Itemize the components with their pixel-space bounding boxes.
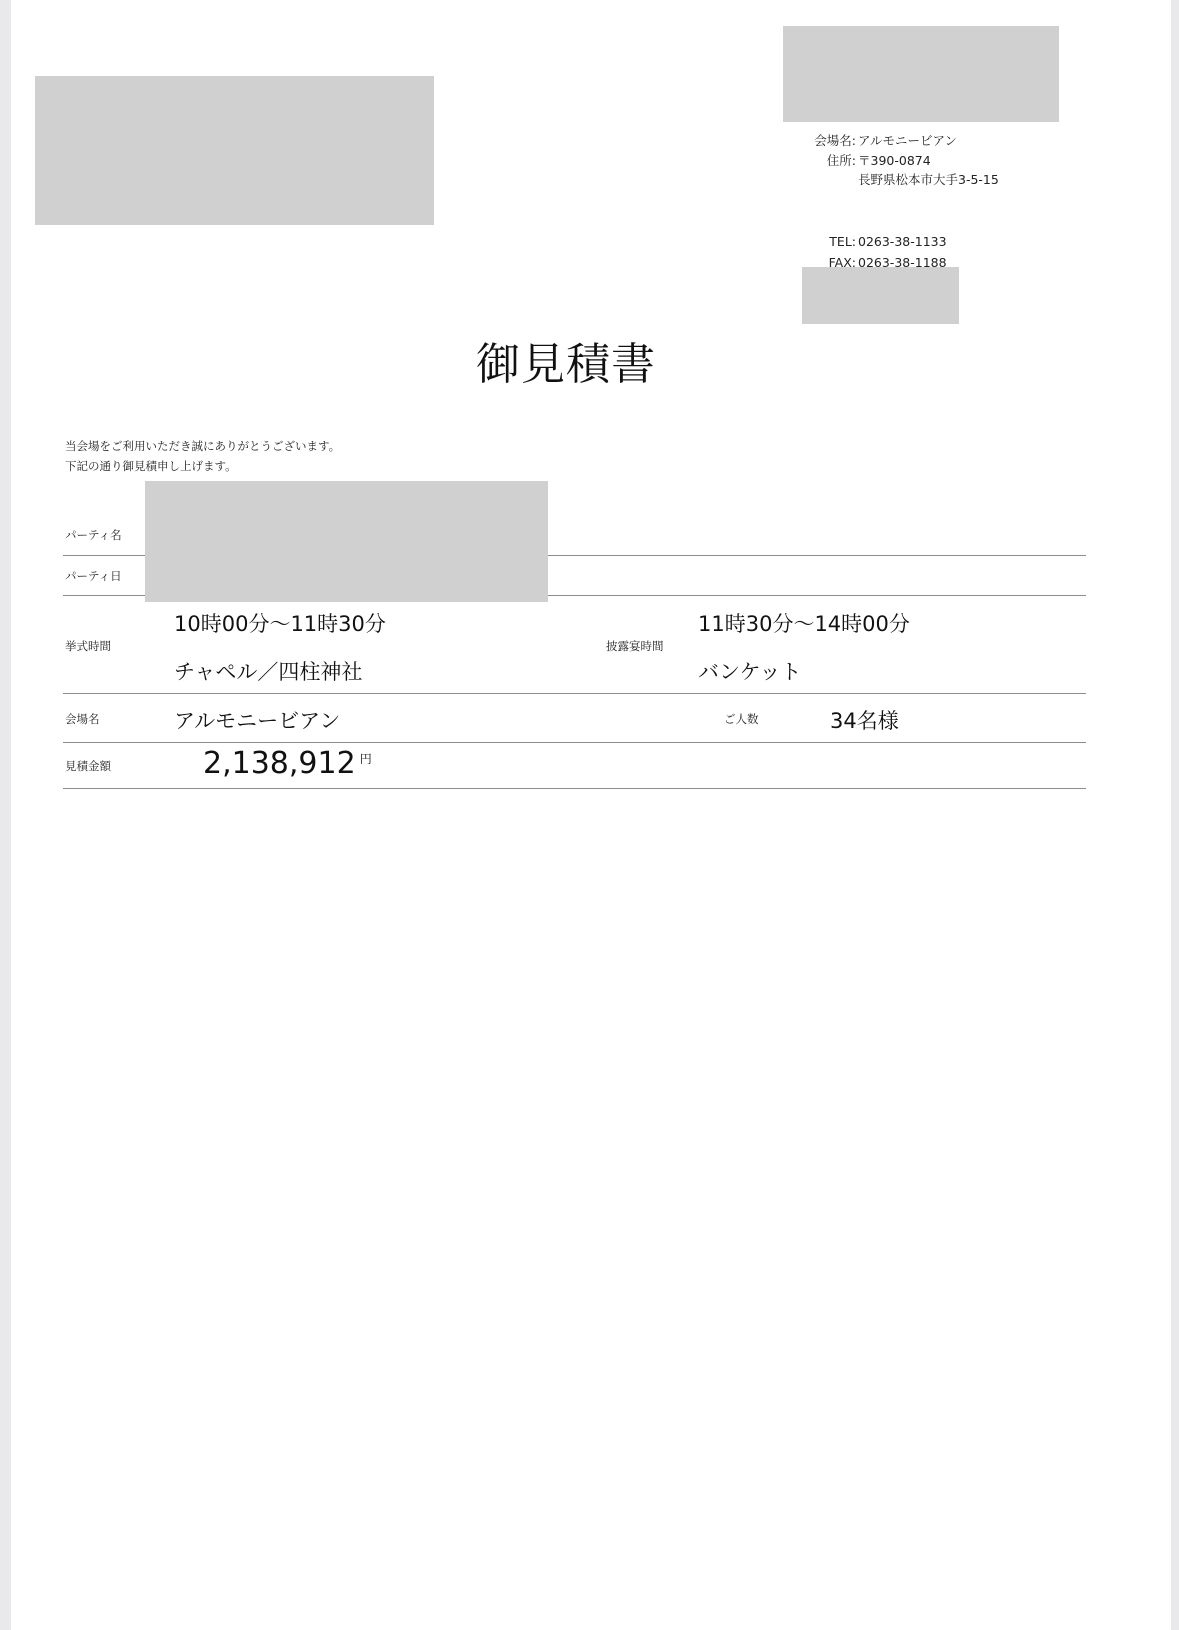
redacted-recipient-block xyxy=(35,76,434,225)
guests-label: ご人数 xyxy=(724,712,759,726)
estimate-amount xyxy=(203,746,372,781)
greeting-text xyxy=(65,436,340,476)
venue-label: 会場名 xyxy=(65,712,100,726)
divider-line xyxy=(63,693,1086,694)
greeting-line-2: 下記の通り御見積申し上げます。 xyxy=(65,459,237,473)
document-page xyxy=(11,0,1171,1630)
fax-row xyxy=(806,252,947,273)
party-name-label: パーティ名 xyxy=(65,528,122,542)
venue-name-row xyxy=(806,131,999,151)
guests-value: 34名様 xyxy=(830,709,899,733)
reception-place-value: バンケット xyxy=(698,660,802,684)
venue-name-label: 会場名: xyxy=(814,133,856,148)
ceremony-place-value: チャペル／四柱神社 xyxy=(174,660,363,684)
tel-row xyxy=(806,231,947,252)
redacted-stamp xyxy=(802,267,959,324)
fax-label: FAX: xyxy=(828,255,856,270)
reception-time-value: 11時30分～14時00分 xyxy=(698,612,910,636)
venue-address-label: 住所: xyxy=(826,152,856,168)
estimate-unit: 円 xyxy=(359,752,372,766)
document-title: 御見積書 xyxy=(476,339,656,390)
estimate-value: 2,138,912 xyxy=(203,746,356,781)
venue-contact xyxy=(806,231,947,273)
tel-value: 0263-38-1133 xyxy=(858,234,947,249)
venue-address-line-row xyxy=(806,170,999,190)
party-date-label: パーティ日 xyxy=(65,569,122,583)
venue-address-line: 長野県松本市大手3-5-15 xyxy=(858,172,999,187)
redacted-company-logo xyxy=(783,26,1059,122)
redacted-party-details xyxy=(145,481,548,602)
greeting-line-1: 当会場をご利用いただき誠にありがとうございます。 xyxy=(65,439,341,453)
venue-address-row xyxy=(806,151,999,171)
tel-label: TEL: xyxy=(829,234,856,249)
ceremony-time-label: 挙式時間 xyxy=(65,639,111,653)
venue-name-value: アルモニービアン xyxy=(858,133,958,148)
estimate-label: 見積金額 xyxy=(65,759,111,773)
venue-postal-code: 〒390-0874 xyxy=(858,152,931,168)
divider-line xyxy=(63,788,1086,789)
reception-time-label: 披露宴時間 xyxy=(606,639,664,653)
ceremony-time-value: 10時00分～11時30分 xyxy=(174,612,386,636)
fax-value: 0263-38-1188 xyxy=(858,255,947,270)
venue-value: アルモニービアン xyxy=(174,709,341,733)
venue-info xyxy=(806,131,999,190)
divider-line xyxy=(63,742,1086,743)
